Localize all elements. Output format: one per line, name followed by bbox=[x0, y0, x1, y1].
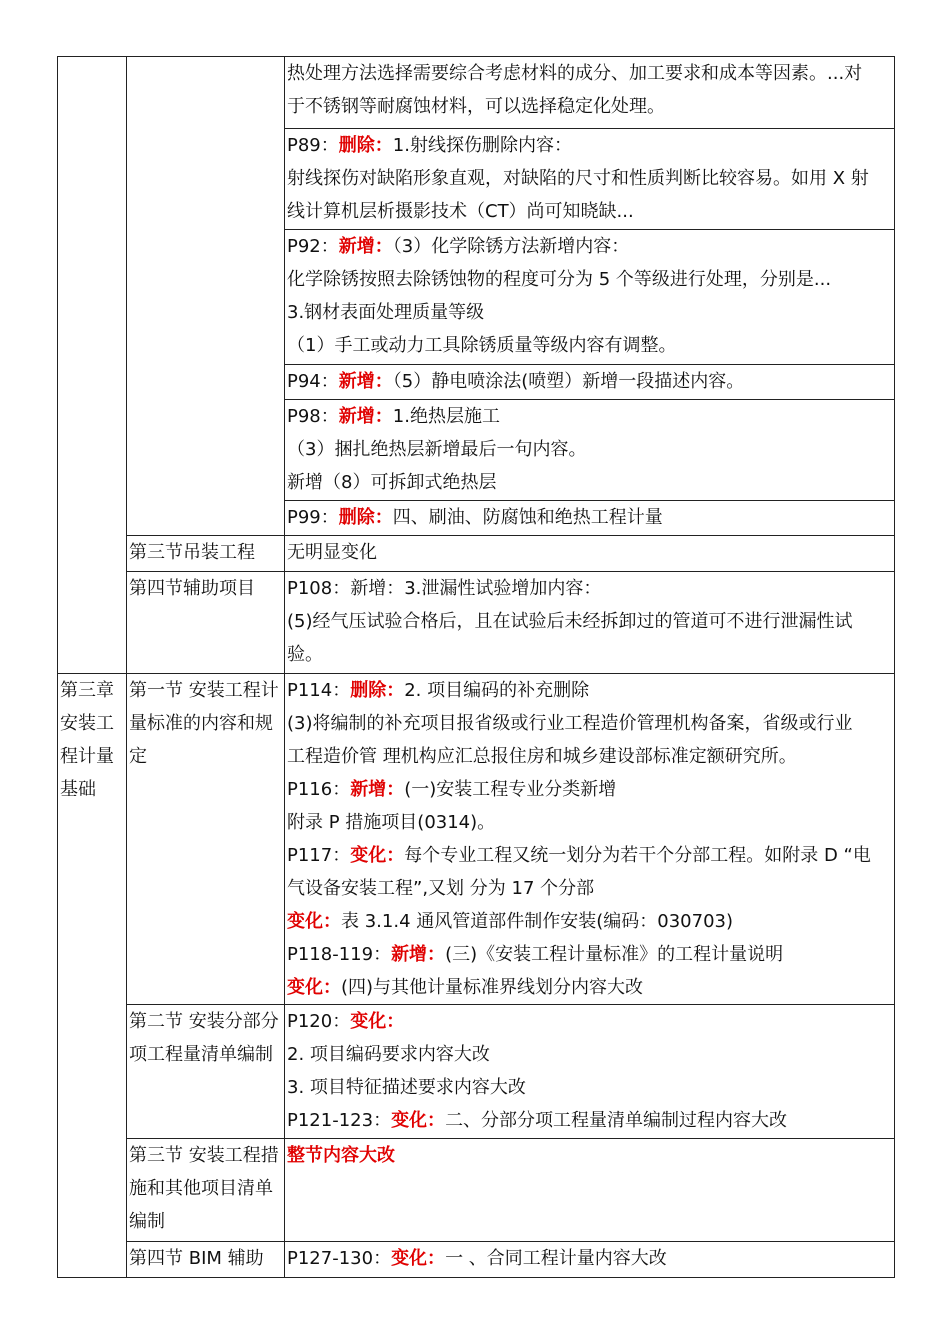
section-title: 第一节 安装工程计量标准的内容和规定 bbox=[127, 674, 285, 1005]
chapter-title: 第三章安装工程计量基础 bbox=[58, 674, 127, 1278]
content-cell bbox=[285, 572, 895, 674]
text-line bbox=[287, 938, 892, 971]
text-line: 化学除锈按照去除锈蚀物的程度可分为 5 个等级进行处理，分别是... bbox=[287, 269, 832, 290]
chapter-cell-empty bbox=[58, 57, 127, 674]
change-title: 1.射线探伤删除内容： bbox=[392, 135, 572, 156]
text-line: 新增（8）可拆卸式绝热层 bbox=[287, 472, 497, 493]
text-line bbox=[287, 230, 892, 263]
change-label: 新增： bbox=[350, 779, 405, 800]
content-cell bbox=[285, 1005, 895, 1139]
page-ref: P117： bbox=[287, 845, 351, 866]
table-row bbox=[58, 572, 895, 674]
table-row bbox=[58, 1005, 895, 1139]
text-line: 3.钢材表面处理质量等级 bbox=[287, 302, 485, 323]
text-line bbox=[287, 839, 892, 872]
table-row bbox=[58, 674, 895, 1005]
change-label: 变化： bbox=[391, 1110, 446, 1131]
content-cell: 无明显变化 bbox=[285, 536, 895, 572]
change-title: 2. 项目编码的补充删除 bbox=[404, 680, 590, 701]
change-label: 删除： bbox=[338, 507, 393, 528]
content-cell bbox=[285, 129, 895, 230]
content-cell bbox=[285, 400, 895, 501]
change-title: （5）静电喷涂法(喷塑）新增一段描述内容。 bbox=[392, 371, 745, 392]
text-line bbox=[287, 1104, 892, 1137]
content-cell bbox=[285, 365, 895, 400]
page-ref: P121-123： bbox=[287, 1110, 392, 1131]
page-ref: P114： bbox=[287, 680, 351, 701]
change-title: 一 、合同工程计量内容大改 bbox=[445, 1248, 667, 1269]
text-line: P108：新增：3.泄漏性试验增加内容： bbox=[287, 578, 602, 599]
change-label: 变化： bbox=[391, 1248, 446, 1269]
change-label: 变化： bbox=[350, 845, 405, 866]
page-ref: P89： bbox=[287, 135, 339, 156]
section-cell-empty bbox=[127, 57, 285, 536]
content-cell bbox=[285, 57, 895, 129]
table-row bbox=[58, 57, 895, 129]
section-title: 第三节吊装工程 bbox=[127, 536, 285, 572]
change-label: 变化： bbox=[350, 1011, 405, 1032]
table-row bbox=[58, 536, 895, 572]
change-label: 新增： bbox=[338, 406, 393, 427]
text-line bbox=[287, 1005, 892, 1038]
text-line bbox=[287, 501, 892, 534]
content-cell bbox=[285, 674, 895, 1005]
text-line bbox=[287, 674, 892, 707]
section-title: 第四节 BIM 辅助 bbox=[127, 1242, 285, 1278]
text-line: （3）捆扎绝热层新增最后一句内容。 bbox=[287, 439, 587, 460]
table-row bbox=[58, 1139, 895, 1242]
section-title: 第二节 安装分部分项工程量清单编制 bbox=[127, 1005, 285, 1139]
text-line: 于不锈钢等耐腐蚀材料，可以选择稳定化处理。 bbox=[287, 96, 665, 117]
section-title: 第四节辅助项目 bbox=[127, 572, 285, 674]
text-line bbox=[287, 971, 892, 1004]
change-title: (四)与其他计量标准界线划分内容大改 bbox=[341, 977, 644, 998]
text-line: 线计算机层析摄影技术（CT）尚可知晓缺... bbox=[287, 201, 634, 222]
page-ref: P99： bbox=[287, 507, 339, 528]
page-ref: P116： bbox=[287, 779, 351, 800]
change-label: 新增： bbox=[338, 236, 393, 257]
page-ref: P92： bbox=[287, 236, 339, 257]
page-ref: P98： bbox=[287, 406, 339, 427]
change-title: (一)安装工程专业分类新增 bbox=[404, 779, 617, 800]
text-line: (3)将编制的补充项目报省级或行业工程造价管理机构备案，省级或行业 bbox=[287, 713, 853, 734]
change-title: 四、刷油、防腐蚀和绝热工程计量 bbox=[392, 507, 663, 528]
change-label: 新增： bbox=[338, 371, 393, 392]
change-title: 1.绝热层施工 bbox=[392, 406, 500, 427]
change-title: (三)《安装工程计量标准》的工程计量说明 bbox=[445, 944, 784, 965]
change-summary-table bbox=[57, 56, 895, 1278]
change-title: 每个专业工程又统一划分为若干个分部工程。如附录 D “电 bbox=[404, 845, 871, 866]
change-label: 删除： bbox=[350, 680, 405, 701]
text-line bbox=[287, 1242, 892, 1275]
text-line: 射线探伤对缺陷形象直观，对缺陷的尺寸和性质判断比较容易。如用 X 射 bbox=[287, 168, 869, 189]
table-row bbox=[58, 1242, 895, 1278]
content-cell: 整节内容大改 bbox=[285, 1139, 895, 1242]
text-line: 气设备安装工程”,又划 分为 17 个分部 bbox=[287, 878, 595, 899]
text-line bbox=[287, 773, 892, 806]
text-line: 3. 项目特征描述要求内容大改 bbox=[287, 1077, 526, 1098]
text-line bbox=[287, 365, 892, 398]
text-line: 附录 P 措施项目(0314)。 bbox=[287, 812, 496, 833]
text-line: 工程造价管 理机构应汇总报住房和城乡建设部标准定额研究所。 bbox=[287, 746, 797, 767]
text-line bbox=[287, 129, 892, 162]
page-ref: P118-119： bbox=[287, 944, 392, 965]
text-line bbox=[287, 905, 892, 938]
page-ref: P94： bbox=[287, 371, 339, 392]
text-line: 验。 bbox=[287, 644, 323, 665]
text-line: (5)经气压试验合格后，且在试验后未经拆卸过的管道可不进行泄漏性试 bbox=[287, 611, 853, 632]
change-label: 删除： bbox=[338, 135, 393, 156]
change-label: 变化： bbox=[287, 911, 341, 932]
content-cell bbox=[285, 501, 895, 536]
section-title: 第三节 安装工程措施和其他项目清单编制 bbox=[127, 1139, 285, 1242]
page-ref: P120： bbox=[287, 1011, 351, 1032]
text-line: 热处理方法选择需要综合考虑材料的成分、加工要求和成本等因素。...对 bbox=[287, 63, 863, 84]
content-cell bbox=[285, 1242, 895, 1278]
change-title: 表 3.1.4 通风管道部件制作安装(编码：030703) bbox=[341, 911, 733, 932]
text-line: 2. 项目编码要求内容大改 bbox=[287, 1044, 490, 1065]
change-title: （3）化学除锈方法新增内容： bbox=[392, 236, 630, 257]
change-label: 新增： bbox=[391, 944, 446, 965]
change-title: 二、分部分项工程量清单编制过程内容大改 bbox=[445, 1110, 788, 1131]
content-cell bbox=[285, 230, 895, 365]
text-line bbox=[287, 400, 892, 433]
page-ref: P127-130： bbox=[287, 1248, 392, 1269]
change-label: 变化： bbox=[287, 977, 341, 998]
text-line: （1）手工或动力工具除锈质量等级内容有调整。 bbox=[287, 335, 677, 356]
